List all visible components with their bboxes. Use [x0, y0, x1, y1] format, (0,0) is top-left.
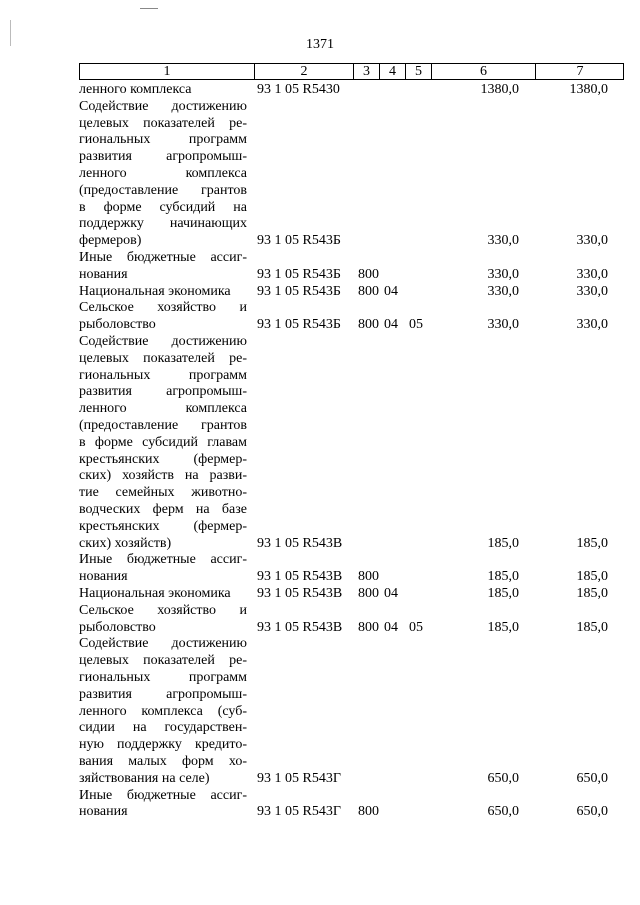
description-line: ленного комплекса	[79, 165, 247, 181]
table-row	[0, 586, 640, 603]
row-target-code: 93 1 05 R543Б	[257, 283, 341, 299]
scan-speck	[140, 8, 158, 9]
description-line: в форме субсидий главам	[79, 434, 247, 450]
row-expense-type: 800	[358, 266, 379, 282]
description-line: гиональных программ	[79, 132, 247, 148]
row-description	[79, 99, 247, 250]
row-target-code: 93 1 05 R543В	[257, 569, 343, 585]
description-line: целевых показателей ре-	[79, 115, 247, 131]
row-description	[79, 586, 247, 603]
table-row	[0, 284, 640, 301]
row-section: 04	[384, 283, 398, 299]
row-target-code: 93 1 05 R543Б	[257, 233, 341, 249]
description-line: Национальная экономика	[79, 586, 231, 601]
description-line: Содействие достижению	[79, 636, 247, 652]
row-amount-col7: 330,0	[576, 283, 608, 299]
description-line: водческих ферм на базе	[79, 501, 247, 517]
row-amount-col7: 650,0	[576, 770, 608, 786]
row-amount-col7: 185,0	[576, 569, 608, 585]
row-expense-type: 800	[358, 586, 379, 601]
description-line: сидии на государствен-	[79, 720, 247, 736]
row-subsection: 05	[409, 619, 423, 635]
row-description	[79, 300, 247, 334]
description-line: зяйствования на селе)	[79, 770, 210, 786]
description-line: нования	[79, 266, 128, 282]
description-line: развития агропромыш-	[79, 149, 247, 165]
description-line: тие семейных животно-	[79, 485, 247, 501]
header-col-6: 6	[431, 64, 535, 79]
description-line: Иные бюджетные ассиг-	[79, 787, 247, 803]
header-col-3: 3	[353, 64, 379, 79]
description-line: гиональных программ	[79, 669, 247, 685]
row-amount-col7: 185,0	[576, 586, 608, 601]
description-line: поддержку начинающих	[79, 216, 247, 232]
description-line: ленного комплекса	[79, 82, 192, 97]
description-line: крестьянских (фермер-	[79, 518, 247, 534]
row-amount-col6: 330,0	[487, 283, 519, 299]
header-col-4: 4	[379, 64, 405, 79]
row-target-code: 93 1 05 R543Б	[257, 266, 341, 282]
row-target-code: 93 1 05 R543В	[257, 535, 343, 551]
description-line: нования	[79, 804, 128, 820]
row-amount-col7: 650,0	[576, 804, 608, 820]
description-line: Иные бюджетные ассиг-	[79, 552, 247, 568]
row-amount-col7: 1380,0	[569, 82, 608, 97]
row-description	[79, 552, 247, 586]
header-col-5: 5	[405, 64, 431, 79]
row-amount-col6: 650,0	[487, 770, 519, 786]
description-line: гиональных программ	[79, 367, 247, 383]
table-row	[0, 636, 640, 787]
table-row	[0, 300, 640, 334]
description-line: рыболовство	[79, 619, 156, 635]
header-col-7: 7	[535, 64, 624, 79]
row-section: 04	[384, 317, 398, 333]
table-row	[0, 603, 640, 637]
description-line: развития агропромыш-	[79, 686, 247, 702]
row-target-code: 93 1 05 R5430	[257, 82, 340, 97]
table-row	[0, 82, 640, 99]
row-expense-type: 800	[358, 804, 379, 820]
row-amount-col6: 185,0	[487, 569, 519, 585]
table-row	[0, 552, 640, 586]
row-description	[79, 603, 247, 637]
row-description	[79, 788, 247, 822]
description-line: (предоставление грантов	[79, 417, 247, 433]
row-target-code: 93 1 05 R543В	[257, 619, 343, 635]
row-description	[79, 636, 247, 787]
row-target-code: 93 1 05 R543Г	[257, 770, 341, 786]
row-amount-col6: 330,0	[487, 317, 519, 333]
row-description	[79, 82, 247, 99]
row-target-code: 93 1 05 R543Б	[257, 317, 341, 333]
table-row	[0, 250, 640, 284]
description-line: Национальная экономика	[79, 283, 231, 299]
description-line: крестьянских (фермер-	[79, 451, 247, 467]
row-section: 04	[384, 586, 398, 601]
table-row	[0, 334, 640, 552]
row-amount-col7: 330,0	[576, 233, 608, 249]
table-row	[0, 99, 640, 250]
description-line: ских) хозяйств)	[79, 535, 172, 551]
description-line: Содействие достижению	[79, 334, 247, 349]
description-line: (предоставление грантов	[79, 182, 247, 198]
description-line: Содействие достижению	[79, 98, 247, 114]
description-line: ную поддержку кредито-	[79, 737, 247, 753]
description-line: Сельское хозяйство и	[79, 602, 247, 618]
row-amount-col6: 650,0	[487, 804, 519, 820]
row-amount-col7: 185,0	[576, 535, 608, 551]
row-amount-col7: 330,0	[576, 266, 608, 282]
row-amount-col6: 185,0	[487, 619, 519, 635]
row-amount-col6: 185,0	[487, 535, 519, 551]
description-line: ских) хозяйств на разви-	[79, 468, 247, 484]
row-description	[79, 284, 247, 301]
description-line: нования	[79, 569, 128, 585]
description-line: ленного комплекса (суб-	[79, 703, 247, 719]
row-amount-col7: 330,0	[576, 317, 608, 333]
description-line: в форме субсидий на	[79, 199, 247, 215]
row-amount-col7: 185,0	[576, 619, 608, 635]
row-target-code: 93 1 05 R543Г	[257, 804, 341, 820]
row-amount-col6: 185,0	[487, 586, 519, 601]
header-col-1: 1	[163, 64, 171, 79]
description-line: целевых показателей ре-	[79, 653, 247, 669]
table-row	[0, 788, 640, 822]
row-description	[79, 334, 247, 552]
description-line: ленного комплекса	[79, 401, 247, 417]
header-col-2: 2	[254, 64, 353, 79]
table-header	[79, 63, 624, 80]
description-line: Иные бюджетные ассиг-	[79, 250, 247, 265]
row-expense-type: 800	[358, 569, 379, 585]
row-target-code: 93 1 05 R543В	[257, 586, 343, 601]
description-line: целевых показателей ре-	[79, 350, 247, 366]
row-amount-col6: 330,0	[487, 233, 519, 249]
page-number: 1371	[306, 37, 334, 52]
description-line: Сельское хозяйство и	[79, 300, 247, 316]
row-section: 04	[384, 619, 398, 635]
row-expense-type: 800	[358, 283, 379, 299]
description-line: вания малых форм хо-	[79, 753, 247, 769]
row-description	[79, 250, 247, 284]
description-line: фермеров)	[79, 233, 142, 249]
row-expense-type: 800	[358, 317, 379, 333]
row-expense-type: 800	[358, 619, 379, 635]
row-subsection: 05	[409, 317, 423, 333]
description-line: рыболовство	[79, 317, 156, 333]
row-amount-col6: 1380,0	[480, 82, 519, 97]
description-line: развития агропромыш-	[79, 384, 247, 400]
row-amount-col6: 330,0	[487, 266, 519, 282]
